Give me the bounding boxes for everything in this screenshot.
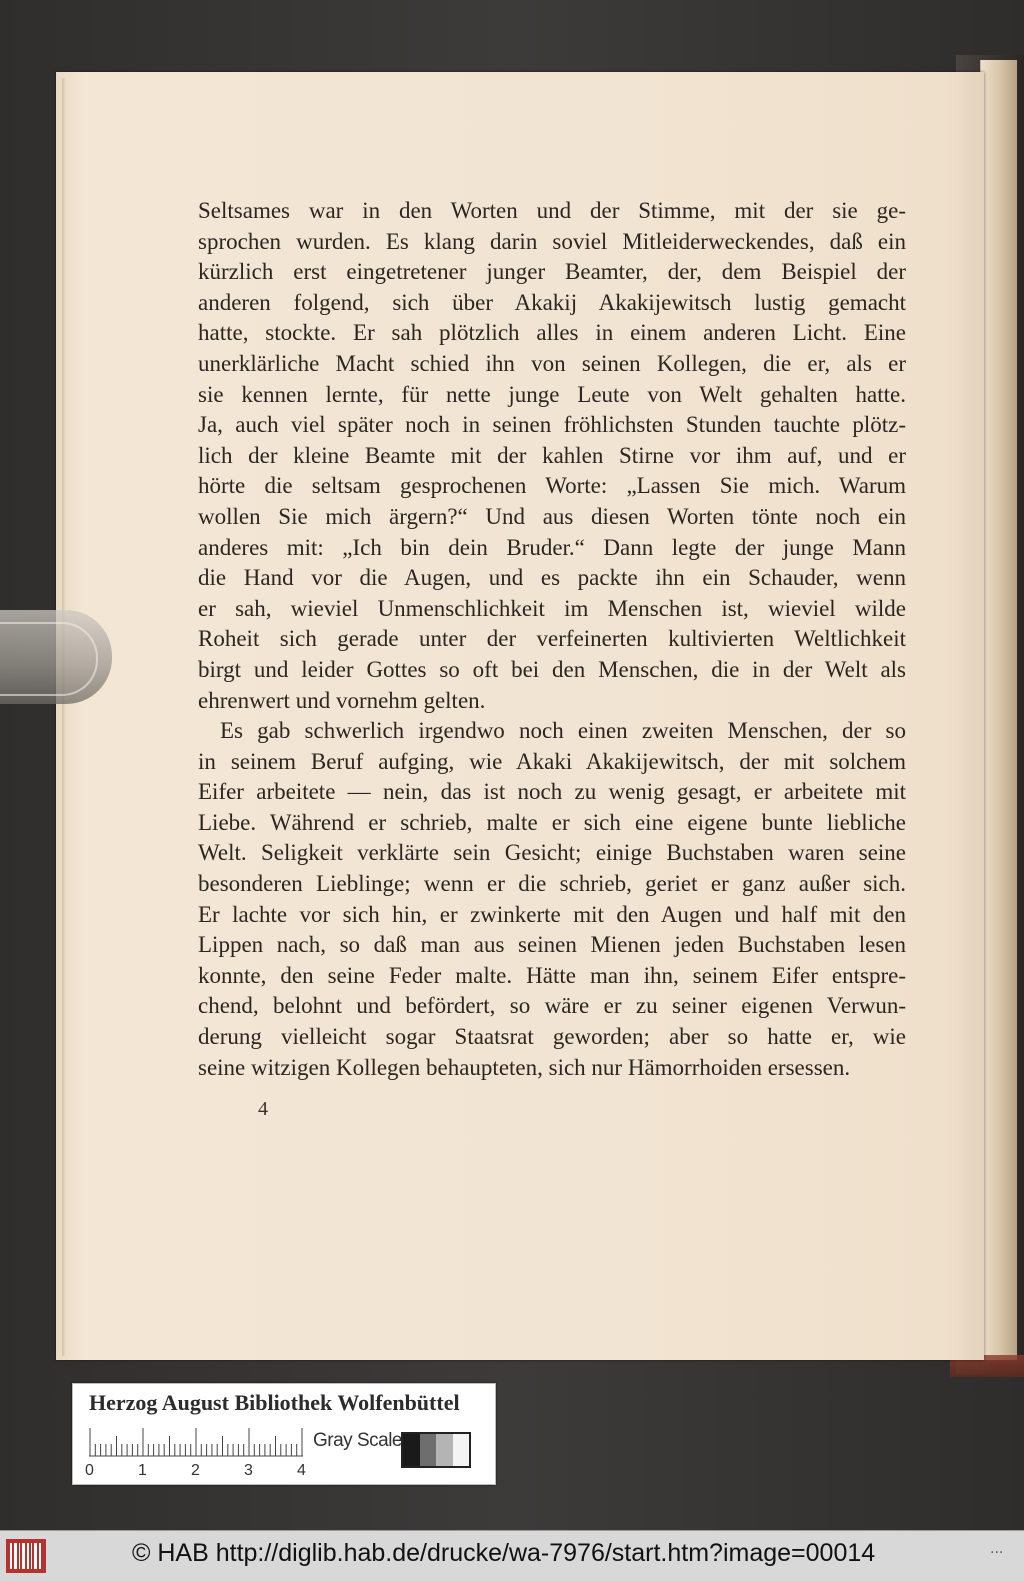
text-line: hörte die seltsam gesprochenen Worte: „Lassen Sie mich. Warum xyxy=(198,473,906,499)
text-line: lich der kleine Beamte mit der kahlen Stirne vor ihm auf, und er xyxy=(198,442,906,468)
gray-swatch xyxy=(403,1434,420,1466)
text-line: Welt. Seligkeit verklärte sein Gesicht; einige Buchstaben waren seine xyxy=(198,840,906,866)
page-gutter xyxy=(62,78,66,1356)
text-line: Liebe. Während er schrieb, malte er sich eine eigene bunte liebliche xyxy=(198,809,906,835)
ruler-number: 0 xyxy=(85,1462,94,1479)
text-line: in seinem Beruf aufging, wie Akaki Akakijewitsch, der mit solchem xyxy=(198,748,906,774)
footer-credit-link[interactable]: © HAB http://diglib.hab.de/drucke/wa-7976/start.htm?image=00014 xyxy=(132,1539,876,1567)
text-line: Ja, auch viel später noch in seinen fröhlichsten Stunden tauchte plötz- xyxy=(198,412,906,438)
ruler-number: 2 xyxy=(191,1462,200,1479)
text-line: chend, belohnt und befördert, so wäre er zu seiner eigenen Verwun- xyxy=(198,993,906,1019)
text-line: Seltsames war in den Worten und der Stimme, mit der sie ge- xyxy=(198,198,906,223)
text-line: Es gab schwerlich irgendwo noch einen zweiten Menschen, der so xyxy=(220,718,906,744)
text-line: sie kennen lernte, für nette junge Leute von Welt gehalten hatte. xyxy=(198,381,906,407)
text-line: seine witzigen Kollegen behaupteten, sich nur Hämorrhoiden ersessen. xyxy=(198,1054,851,1080)
text-line: die Hand vor die Augen, und es packte ihn ein Schauder, wenn xyxy=(198,565,906,591)
gray-swatch xyxy=(420,1434,437,1466)
book-clip-highlight xyxy=(0,622,98,696)
text-line: ehrenwert und vornehm gelten. xyxy=(198,687,486,713)
text-line: Er lachte vor sich hin, er zwinkerte mit den Augen und half mit den xyxy=(198,901,906,927)
text-line: wollen Sie mich ärgern?“ Und aus diesen Worten tönte noch ein xyxy=(198,503,906,529)
text-line: birgt und leider Gottes so oft bei den Menschen, die in der Welt als xyxy=(198,656,906,682)
gray-scale-swatches xyxy=(401,1432,471,1468)
color-target-card xyxy=(72,1383,496,1485)
ruler-numbers xyxy=(85,1462,325,1482)
gray-swatch xyxy=(453,1434,470,1466)
text-line: er sah, wieviel Unmenschlichkeit im Menschen ist, wieviel wilde xyxy=(198,595,906,621)
ruler-number: 3 xyxy=(244,1462,253,1479)
ruler-number: 1 xyxy=(138,1462,147,1479)
text-line: Lippen nach, so daß man aus seinen Mienen jeden Buchstaben lesen xyxy=(198,932,906,958)
hab-logo-icon xyxy=(6,1539,46,1573)
text-line: anderes mit: „Ich bin dein Bruder.“ Dann legte der junge Mann xyxy=(198,534,906,560)
text-line: derung vielleicht sogar Staatsrat geworden; aber so hatte er, wie xyxy=(198,1024,906,1050)
page-text xyxy=(198,196,906,1083)
page-stack-edge xyxy=(980,60,1017,1360)
page-number: 4 xyxy=(258,1098,268,1120)
gray-scale-label: Gray Scale xyxy=(313,1430,402,1451)
text-line: besonderen Lieblinge; wenn er die schrieb, geriet er ganz außer sich. xyxy=(198,871,906,897)
footer-bar xyxy=(0,1530,1024,1581)
text-line: Roheit sich gerade unter der verfeinerten kultivierten Weltlichkeit xyxy=(198,626,906,652)
gray-swatch xyxy=(436,1434,453,1466)
footer-more-icon[interactable]: ... xyxy=(990,1541,1004,1557)
text-line: unerklärliche Macht schied ihn von seinen Kollegen, die er, als er xyxy=(198,350,906,376)
text-line: anderen folgend, sich über Akakij Akakijewitsch lustig gemacht xyxy=(198,289,906,315)
library-name: Herzog August Bibliothek Wolfenbüttel xyxy=(89,1390,460,1415)
text-line: kürzlich erst eingetretener junger Beamter, der, dem Beispiel der xyxy=(198,259,906,285)
ruler-scale xyxy=(89,1428,303,1458)
ruler-number: 4 xyxy=(297,1462,306,1479)
text-line: konnte, den seine Feder malte. Hätte man ihn, seinem Eifer entspre- xyxy=(198,962,906,988)
text-line: sprochen wurden. Es klang darin soviel Mitleiderweckendes, daß ein xyxy=(198,228,906,254)
text-line: Eifer arbeitete — nein, das ist noch zu wenig gesagt, er arbeitete mit xyxy=(198,779,906,805)
text-line: hatte, stockte. Er sah plötzlich alles in einem anderen Licht. Eine xyxy=(198,320,906,346)
